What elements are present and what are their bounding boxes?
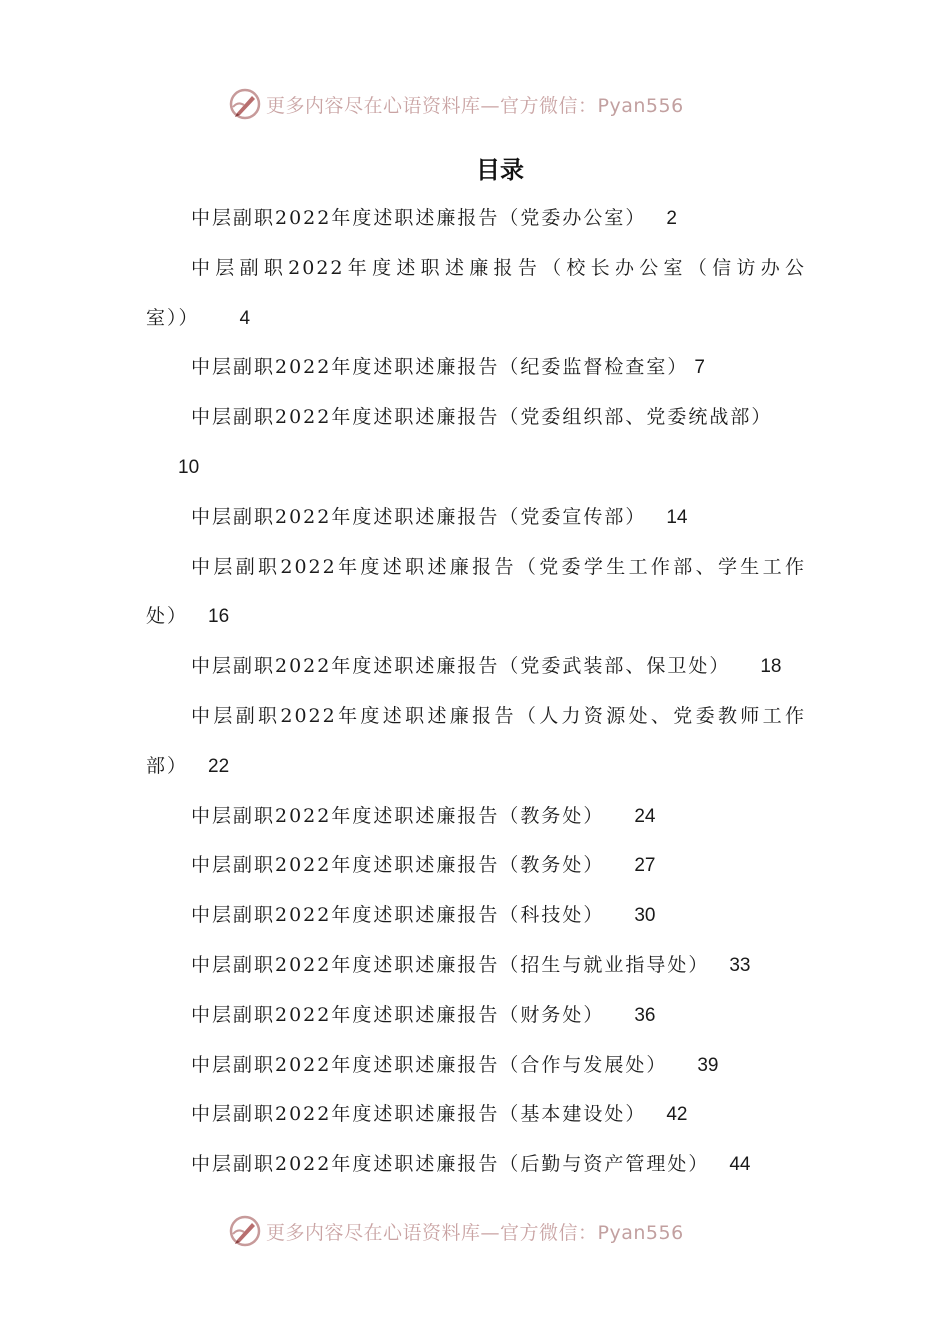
toc-entry[interactable] — [146, 1090, 806, 1140]
toc-entry-title: 中层副职2022年度述职述廉报告（基本建设处） — [191, 1103, 647, 1126]
toc-entry-page: 2 — [666, 208, 677, 229]
toc-entry-title: 中层副职2022年度述职述廉报告（党委武装部、保卫处） — [191, 655, 731, 678]
toc-entry-page: 7 — [694, 357, 705, 379]
toc-entry-page: 14 — [666, 506, 688, 528]
toc-entry-title: 中层副职2022年度述职述廉报告（人力资源处、党委教师工作 — [191, 704, 806, 727]
toc-entry-page: 10 — [178, 456, 200, 478]
toc-entry-title: 中层副职2022年度述职述廉报告（科技处） — [191, 904, 605, 927]
toc-entry[interactable] — [146, 991, 806, 1041]
footer-watermark-banner — [228, 1211, 684, 1251]
toc-entry-page: 42 — [666, 1104, 688, 1126]
toc-entry[interactable] — [146, 194, 806, 244]
toc-entry-title: 中层副职2022年度述职述廉报告（招生与就业指导处） — [191, 953, 710, 976]
watermark-wechat-id: Pyan556 — [597, 1221, 684, 1244]
toc-entry-page: 44 — [729, 1154, 751, 1176]
toc-entry-title: 中层副职2022年度述职述廉报告（党委组织部、党委统战部） — [191, 406, 773, 429]
pen-logo-icon — [228, 87, 262, 121]
toc-entry-title-continued: 室）） — [146, 306, 200, 329]
watermark-text — [266, 91, 684, 118]
toc-entry-title-continued: 部） — [146, 754, 189, 777]
table-of-contents — [146, 194, 806, 1190]
toc-entry-page: 18 — [760, 656, 782, 678]
toc-entry[interactable] — [146, 343, 806, 393]
toc-entry-page: 30 — [634, 905, 656, 927]
toc-entry-page: 27 — [634, 855, 656, 877]
toc-entry-title: 中层副职2022年度述职述廉报告（纪委监督检查室） — [191, 356, 689, 379]
toc-entry-title: 中层副职2022年度述职述廉报告（党委办公室） — [191, 207, 647, 229]
toc-entry[interactable] — [146, 891, 806, 941]
toc-entry[interactable] — [146, 493, 806, 543]
toc-entry[interactable] — [146, 543, 806, 643]
toc-entry-page: 36 — [634, 1004, 656, 1026]
toc-entry-page: 4 — [239, 307, 251, 329]
toc-entry-page: 16 — [208, 606, 230, 628]
toc-entry-title: 中层副职2022年度述职述廉报告（财务处） — [191, 1003, 605, 1026]
header-watermark-banner — [228, 84, 684, 124]
toc-entry[interactable] — [146, 941, 806, 991]
toc-title: 目录 — [476, 156, 524, 184]
watermark-text — [266, 1218, 684, 1245]
watermark-label: 更多内容尽在心语资料库—官方微信： — [266, 1221, 598, 1244]
toc-entry[interactable] — [146, 1140, 806, 1190]
toc-entry[interactable] — [146, 841, 806, 891]
toc-entry-page: 24 — [634, 805, 656, 827]
toc-entry-page: 39 — [697, 1054, 719, 1076]
toc-entry[interactable] — [146, 642, 806, 692]
watermark-wechat-id: Pyan556 — [597, 94, 684, 117]
toc-entry-title: 中层副职2022年度述职述廉报告（教务处） — [191, 804, 605, 827]
watermark-label: 更多内容尽在心语资料库—官方微信： — [266, 94, 598, 117]
toc-entry-title-continued: 处） — [146, 605, 189, 628]
toc-entry-title: 中层副职2022年度述职述廉报告（党委宣传部） — [191, 505, 647, 528]
toc-entry-title: 中层副职2022年度述职述廉报告（合作与发展处） — [191, 1053, 668, 1076]
toc-entry[interactable] — [146, 792, 806, 842]
pen-logo-icon — [228, 1214, 262, 1248]
toc-entry-title: 中层副职2022年度述职述廉报告（党委学生工作部、学生工作 — [191, 555, 806, 578]
toc-entry-title: 中层副职2022年度述职述廉报告（校长办公室（信访办公 — [191, 256, 806, 279]
toc-entry-page: 22 — [208, 755, 230, 777]
toc-entry[interactable] — [146, 692, 806, 792]
toc-entry-page: 33 — [729, 954, 751, 976]
toc-entry-title: 中层副职2022年度述职述廉报告（后勤与资产管理处） — [191, 1153, 710, 1176]
toc-entry[interactable] — [146, 1041, 806, 1091]
toc-entry[interactable] — [146, 393, 806, 493]
toc-entry-title: 中层副职2022年度述职述廉报告（教务处） — [191, 854, 605, 877]
toc-entry[interactable] — [146, 244, 806, 344]
